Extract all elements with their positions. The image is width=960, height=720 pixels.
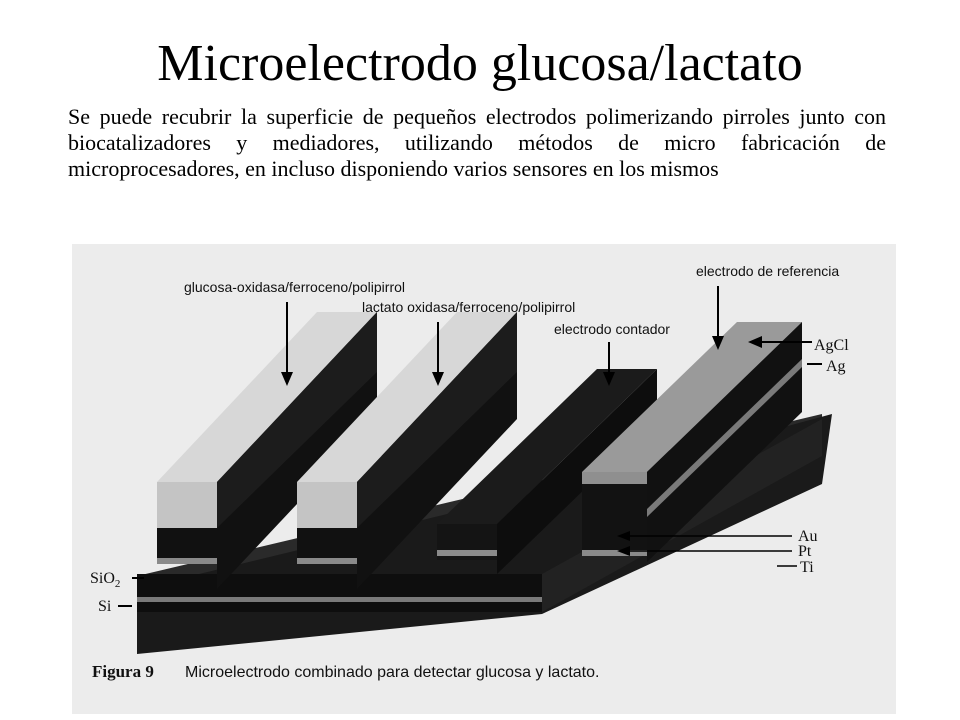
label-agcl: AgCl <box>814 337 849 354</box>
figure-caption-label: Figura 9 <box>92 662 154 681</box>
microelectrode-figure <box>72 244 896 714</box>
label-sio2-main: SiO <box>90 570 115 587</box>
label-counter: electrodo contador <box>554 321 670 337</box>
label-au: Au <box>798 528 818 545</box>
electrode-counter-front-band <box>437 550 497 556</box>
label-reference: electrodo de referencia <box>696 263 840 279</box>
electrode-reference-front-upper <box>582 472 647 484</box>
label-ti: Ti <box>800 559 814 576</box>
electrode-glucose-front-band <box>157 558 217 564</box>
electrode-lactate-front-band <box>297 558 357 564</box>
label-sio2-sub: 2 <box>114 578 121 590</box>
label-si: Si <box>98 598 112 615</box>
electrode-lactate-front-lower <box>297 528 357 558</box>
electrode-reference-front-lower <box>582 484 647 550</box>
label-ag: Ag <box>826 358 846 375</box>
label-pt: Pt <box>798 543 812 560</box>
body-paragraph: Se puede recubrir la superficie de pequeños electrodos polimerizando pirroles junto con biocatalizadores y mediadores, utilizando métodos de micro fabricación de microprocesadores, en incluso disponiendo varios sensores en los mismos <box>68 104 886 181</box>
page-title: Microelectrodo glucosa/lactato <box>157 35 803 92</box>
figure-caption-text: Microelectrodo combinado para detectar glucosa y lactato. <box>185 664 600 681</box>
substrate-front <box>137 574 542 612</box>
label-glucose: glucosa-oxidasa/ferroceno/polipirrol <box>184 279 406 295</box>
electrode-glucose-front-lower <box>157 528 217 558</box>
label-lactate: lactato oxidasa/ferroceno/polipirrol <box>362 299 576 315</box>
electrode-lactate-front-upper <box>297 482 357 528</box>
electrode-glucose-front-upper <box>157 482 217 528</box>
substrate-front-band <box>137 597 542 602</box>
